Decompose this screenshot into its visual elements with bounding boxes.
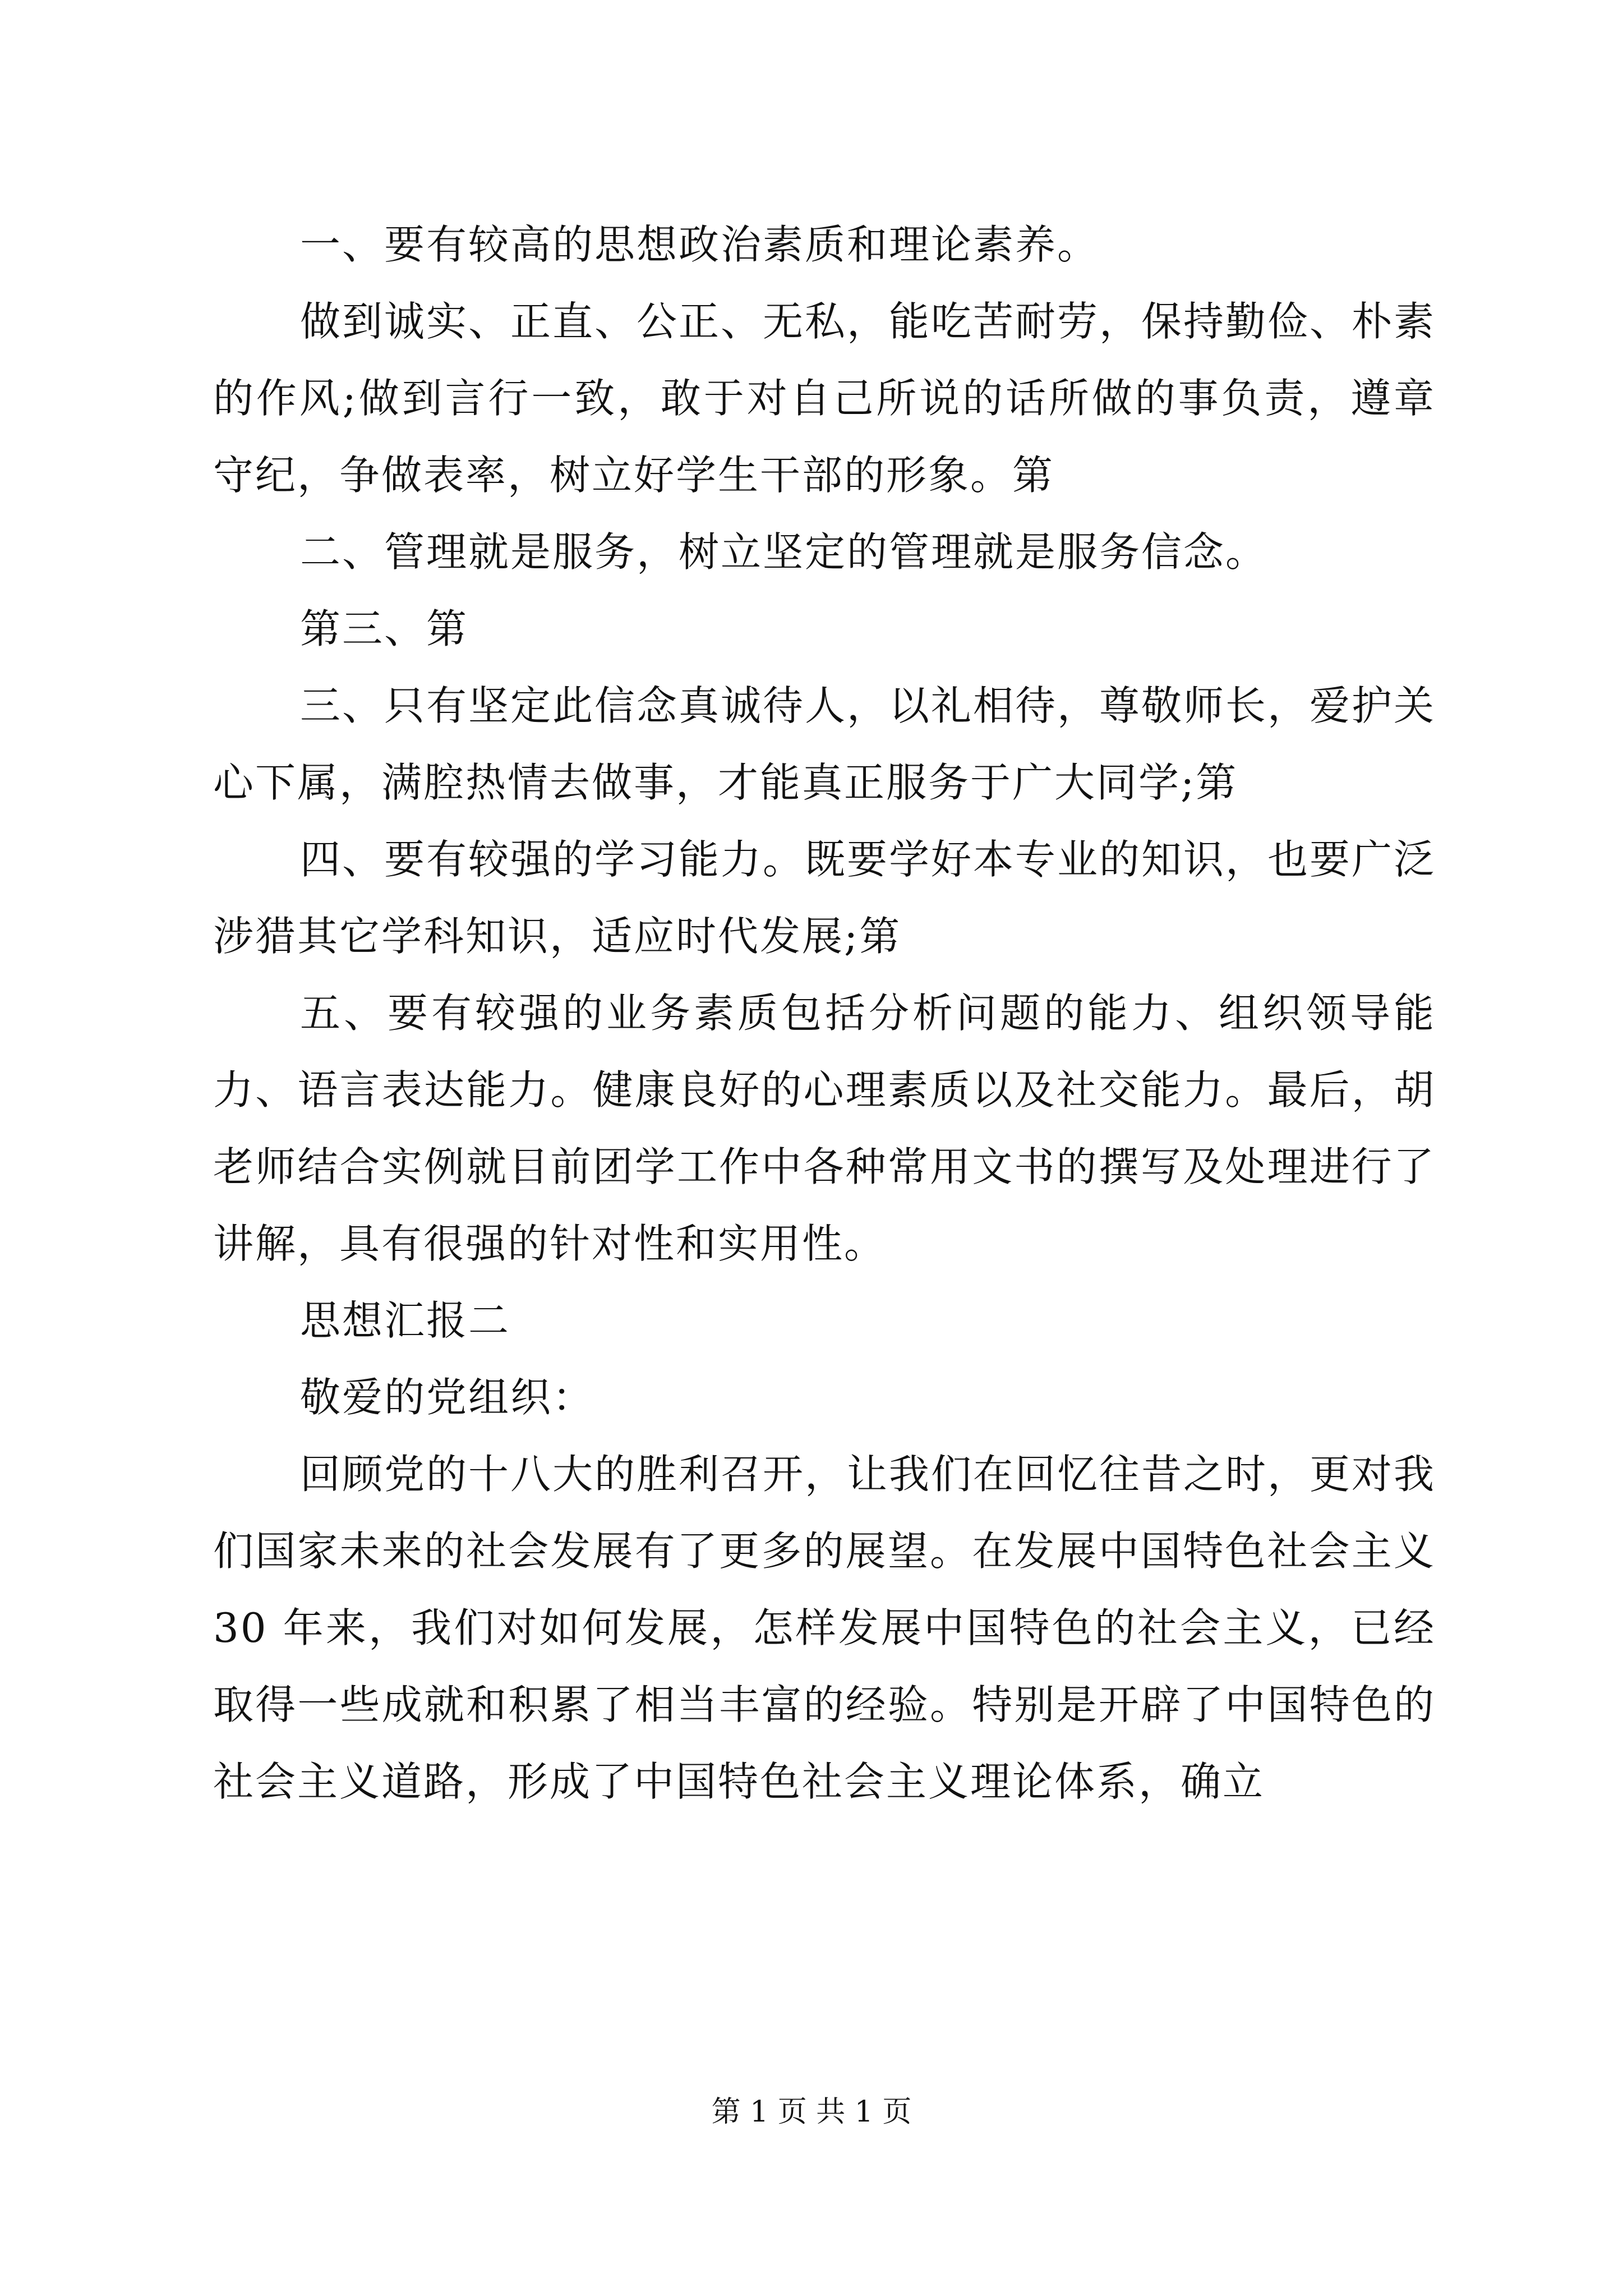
section-heading: 思想汇报二 (300, 1297, 511, 1344)
paragraph-7: 五、要有较强的业务素质包括分析问题的能力、组织领导能力、语言表达能力。健康良好的心理素质以及社交能力。最后，胡老师结合实例就目前团学工作中各种常用文书的撰写及处理进行了讲解，具有很强的针对性和实用性。 (213, 990, 1436, 1267)
page-number-label: 第 1 页 共 1 页 (711, 2095, 912, 2129)
document-body (213, 206, 1436, 1820)
page-footer (0, 2092, 1623, 2132)
paragraph-4: 第三、第 (300, 605, 469, 652)
paragraph-5: 三、只有坚定此信念真诚待人，以礼相待，尊敬师长，爱护关心下属，满腔热情去做事，才能真正服务于广大同学;第 (213, 682, 1436, 806)
paragraph-10: 回顾党的十八大的胜利召开，让我们在回忆往昔之时，更对我们国家未来的社会发展有了更多的展望。在发展中国特色社会主义 30 年来，我们对如何发展，怎样发展中国特色的社会主义，已经取得一些成就和积累了相当丰富的经验。特别是开辟了中国特色的社会主义道路，形成了中国特色社会主义理论体系，确立 (213, 1451, 1436, 1805)
paragraph-2: 做到诚实、正直、公正、无私，能吃苦耐劳，保持勤俭、朴素的作风;做到言行一致，敢于对自己所说的话所做的事负责，遵章守纪，争做表率，树立好学生干部的形象。第 (213, 298, 1436, 499)
paragraph-3: 二、管理就是服务，树立坚定的管理就是服务信念。 (300, 528, 1268, 576)
paragraph-1: 一、要有较高的思想政治素质和理论素养。 (300, 221, 1100, 268)
salutation: 敬爱的党组织： (300, 1374, 595, 1421)
paragraph-6: 四、要有较强的学习能力。既要学好本专业的知识，也要广泛涉猎其它学科知识，适应时代发展;第 (213, 836, 1436, 960)
